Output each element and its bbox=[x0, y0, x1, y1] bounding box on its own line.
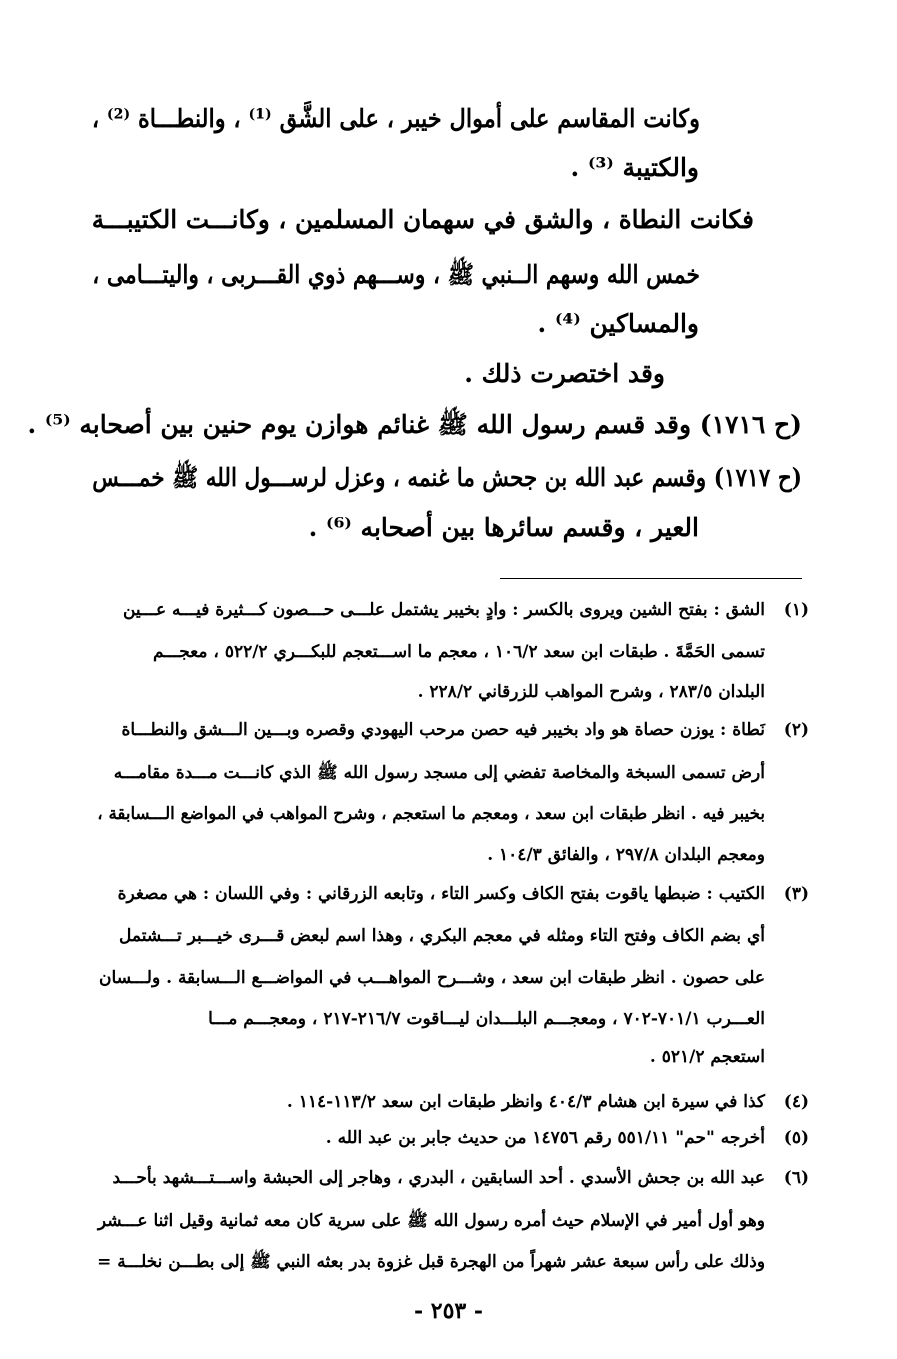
footnote-line: أي بضم الكاف وفتح التاء ومثله في معجم البكري ، وهذا اسم لبعض قـــرى خيـــبر تـــشتمل bbox=[119, 926, 765, 946]
footnote-line: العـــرب ٧٠١/١-٧٠٢ ، ومعجـــم البلـــدان ليـــاقوت ٢١٦/٧-٢١٧ ، ومعجـــم مـــا bbox=[208, 1009, 765, 1029]
footnote-line: عبد الله بن جحش الأسدي . أحد السابقين ، البدري ، وهاجر إلى الحبشة واســـتـــشهد بأحـــد bbox=[112, 1168, 765, 1188]
footnote-number: (٦) bbox=[783, 1168, 809, 1188]
main-text-line: والكتيبة ⁽³⁾ . bbox=[570, 153, 699, 182]
footnote-line: الشق : بفتح الشين ويروى بالكسر : وادٍ بخيبر يشتمل علـــى حـــصون كـــثيرة فيـــه عـــين bbox=[122, 600, 765, 620]
footnote-line: أخرجه "حم" ٥٥١/١١ رقم ١٤٧٥٦ من حديث جابر بن عبد الله . bbox=[325, 1128, 765, 1148]
main-text-line: فكانت النطاة ، والشق في سهمان المسلمين ، وكانـــت الكتيبـــة bbox=[91, 205, 754, 234]
footnote-line: وذلك على رأس سبعة عشر شهراً من الهجرة قبل غزوة بدر بعثه النبي ﷺ إلى بطـــن نخلـــة = bbox=[97, 1252, 766, 1272]
hadith-1717-line: (ح ١٧١٧) وقسم عبد الله بن جحش ما غنمه ، وعزل لرســـول الله ﷺ خمـــس bbox=[92, 463, 802, 492]
footnote-line: البلدان ٢٨٣/٥ ، وشرح المواهب للزرقاني ٢٢٨/٢ . bbox=[417, 682, 765, 702]
footnote-line: الكتيب : ضبطها ياقوت بفتح الكاف وكسر التاء ، وتابعه الزرقاني : وفي اللسان : هي مصغرة bbox=[117, 884, 765, 904]
footnote-line: نَطاة : يوزن حصاة هو واد بخيبر فيه حصن مرحب اليهودي وقصره وبـــين الـــشق والنطـــاة bbox=[121, 720, 765, 740]
main-text-line: وقد اختصرت ذلك . bbox=[464, 359, 665, 388]
main-text-line: خمس الله وسهم الــنبي ﷺ ، وســـهم ذوي القـــربى ، واليتـــامى ، bbox=[92, 260, 700, 289]
footnote-line: ومعجم البلدان ٢٩٧/٨ ، والفائق ١٠٤/٣ . bbox=[487, 845, 765, 865]
page-number: - ٢٥٣ - bbox=[413, 1298, 484, 1324]
hadith-1716: (ح ١٧١٦) وقد قسم رسول الله ﷺ غنائم هوازن يوم حنين بين أصحابه ⁽⁵⁾ . bbox=[27, 410, 802, 439]
footnote-number: (١) bbox=[783, 600, 809, 620]
footnote-line: تسمى الحَمَّةَ . طبقات ابن سعد ١٠٦/٢ ، معجم ما اســـتعجم للبكـــري ٥٢٢/٢ ، معجـــم bbox=[152, 642, 765, 662]
footnote-line: كذا في سيرة ابن هشام ٤٠٤/٣ وانظر طبقات ابن سعد ١١٣/٢-١١٤ . bbox=[286, 1092, 765, 1112]
footnote-number: (٥) bbox=[783, 1128, 809, 1148]
hadith-1717-line: العير ، وقسم سائرها بين أصحابه ⁽⁶⁾ . bbox=[308, 513, 699, 542]
footnote-number: (٣) bbox=[783, 884, 809, 904]
footnote-number: (٤) bbox=[783, 1092, 809, 1112]
footnote-number: (٢) bbox=[783, 720, 809, 740]
footnote-line: وهو أول أمير في الإسلام حيث أمره رسول الله ﷺ على سرية كان معه ثمانية وقيل اثنا عـــشر bbox=[97, 1211, 765, 1231]
footnote-line: على حصون . انظر طبقات ابن سعد ، وشـــرح المواهـــب في المواضـــع الـــسابقة . ولـــسان bbox=[99, 968, 765, 988]
main-text-line: وكانت المقاسم على أموال خيبر ، على الشَّق ⁽¹⁾ ، والنطـــاة ⁽²⁾ ، bbox=[91, 104, 700, 133]
footnote-divider bbox=[500, 578, 802, 579]
footnote-line: بخيبر فيه . انظر طبقات ابن سعد ، ومعجم ما استعجم ، وشرح المواهب في المواضع الـــسابقة ، bbox=[97, 804, 765, 824]
footnote-line: استعجم ٥٢١/٢ . bbox=[649, 1047, 765, 1067]
footnote-line: أرض تسمى السبخة والمخاصة تفضي إلى مسجد رسول الله ﷺ الذي كانـــت مـــدة مقامـــه bbox=[113, 763, 765, 783]
main-text-line: والمساكين ⁽⁴⁾ . bbox=[537, 309, 699, 338]
